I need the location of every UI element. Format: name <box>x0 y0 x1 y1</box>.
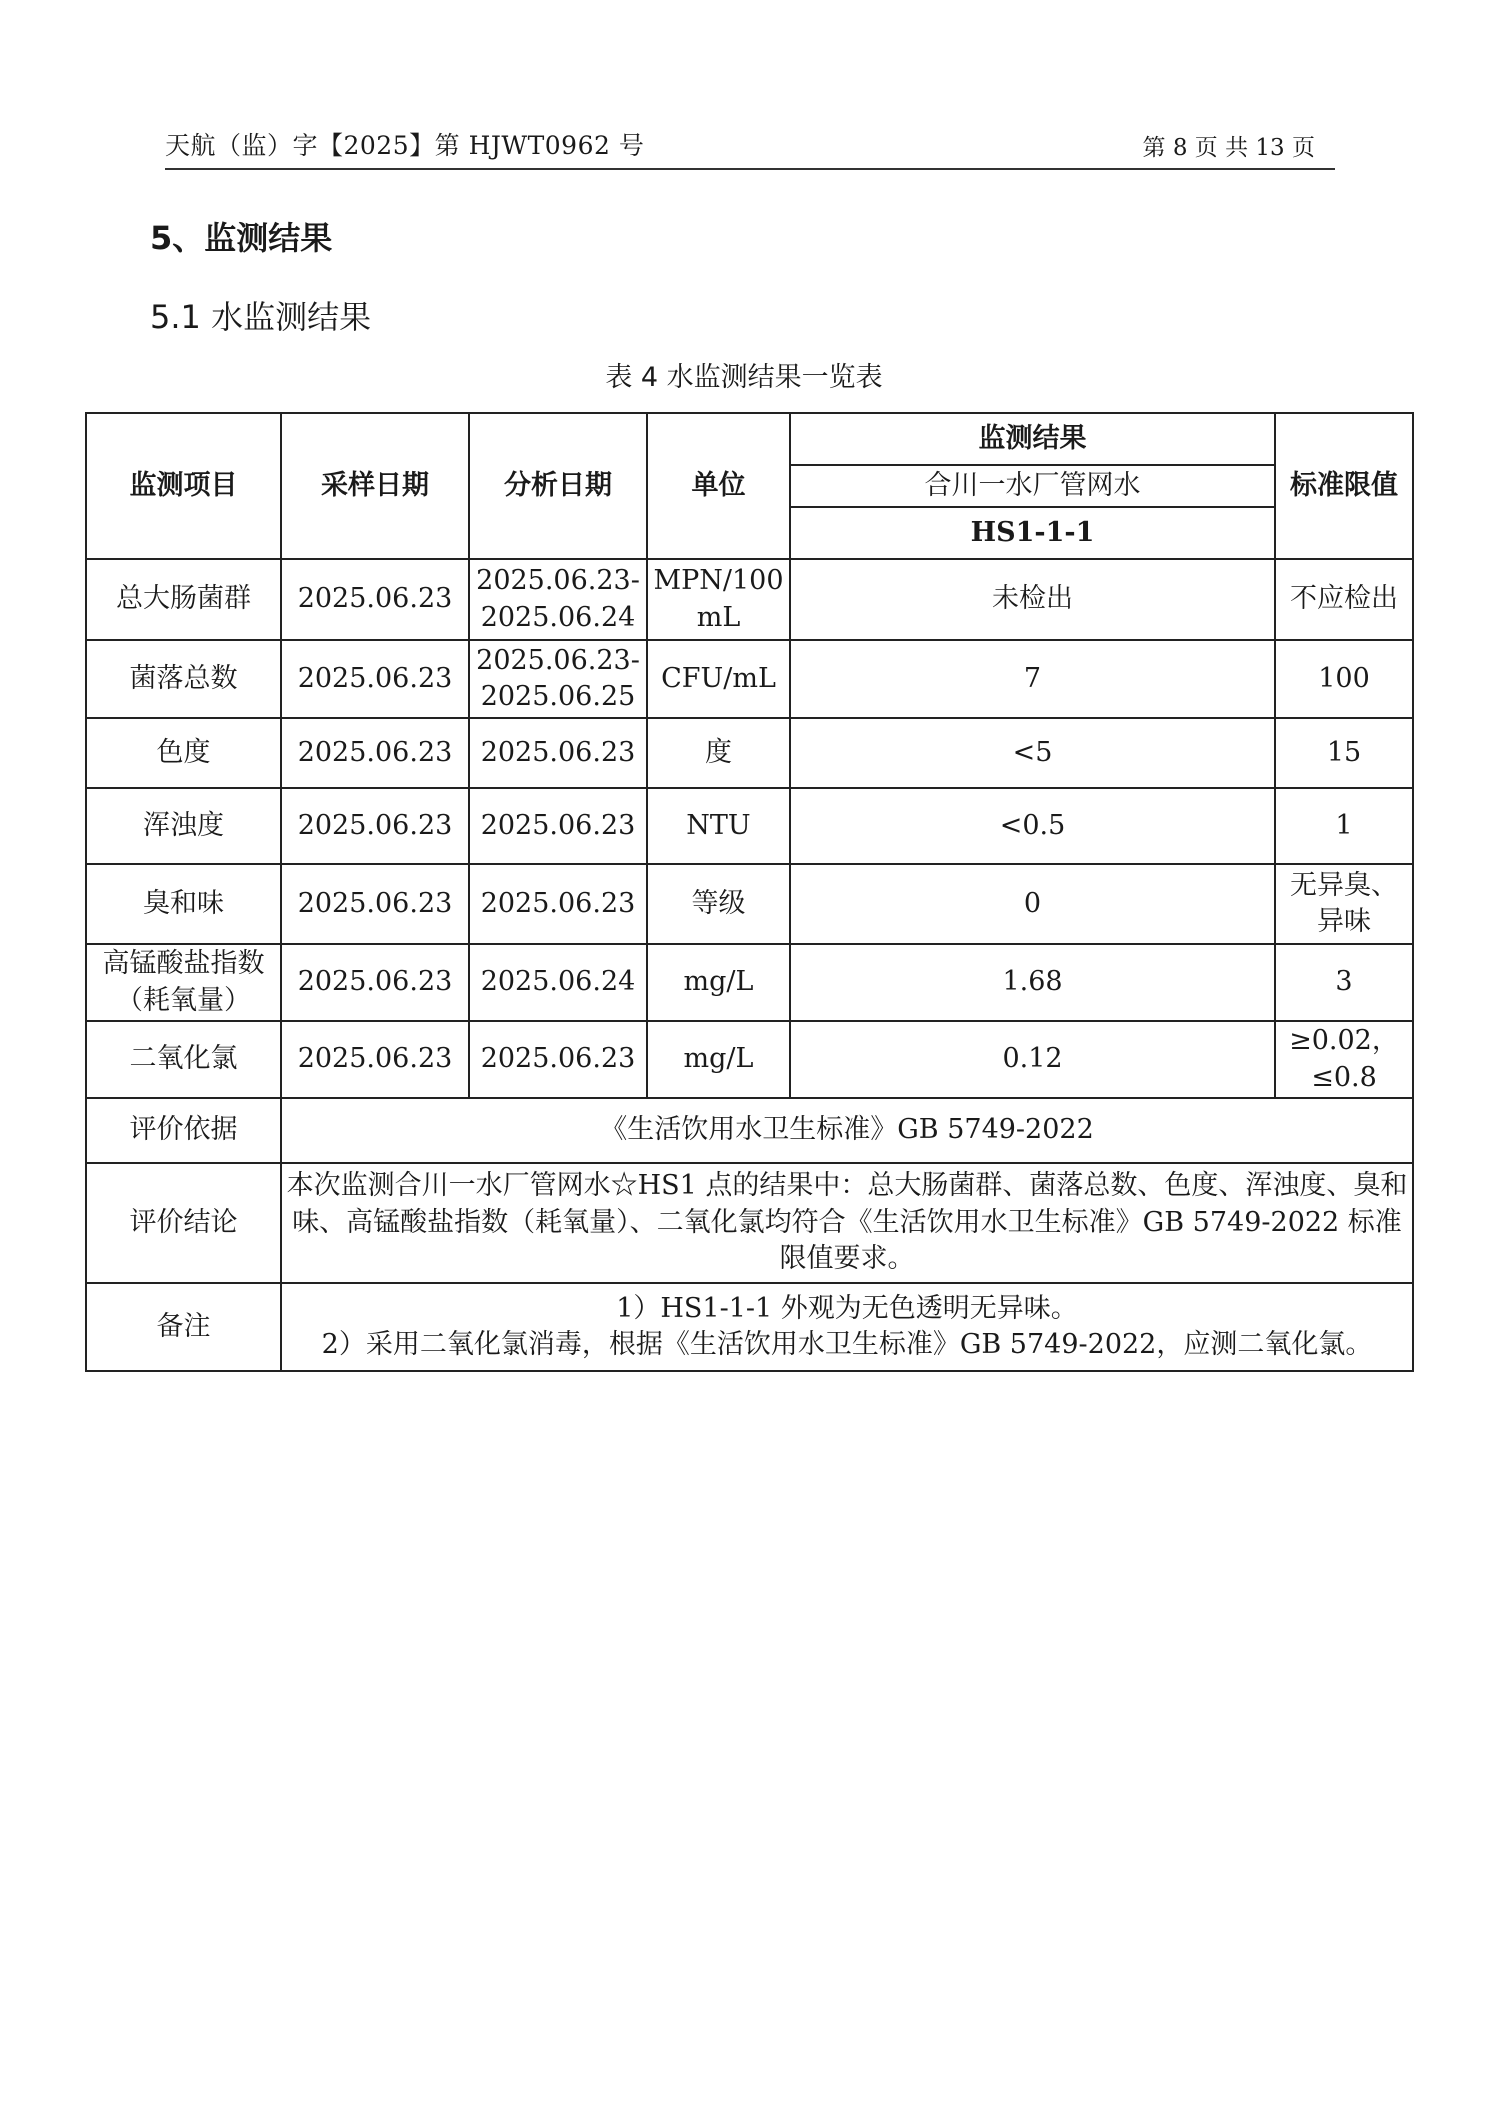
remarks-text <box>281 1283 1413 1371</box>
table-row <box>86 864 1413 944</box>
conclusion-row <box>86 1163 1413 1283</box>
cell-item: 高锰酸盐指数（耗氧量） <box>86 944 281 1021</box>
header-row <box>86 413 1413 465</box>
cell-sample-date: 2025.06.23 <box>281 944 469 1021</box>
cell-unit: NTU <box>647 788 790 864</box>
conclusion-text: 本次监测合川一水厂管网水☆HS1 点的结果中：总大肠菌群、菌落总数、色度、浑浊度、臭和味、高锰酸盐指数（耗氧量）、二氧化氯均符合《生活饮用水卫生标准》GB 5749-2022 标准限值要求。 <box>281 1163 1413 1283</box>
table-caption: 表 4 水监测结果一览表 <box>605 362 883 393</box>
cell-limit: 3 <box>1275 944 1413 1021</box>
conclusion-label: 评价结论 <box>86 1163 281 1283</box>
header-location: 合川一水厂管网水 <box>790 465 1275 507</box>
subsection-title: 5.1 水监测结果 <box>150 298 372 336</box>
cell-item: 二氧化氯 <box>86 1021 281 1098</box>
cell-limit: ≥0.02，≤0.8 <box>1275 1021 1413 1098</box>
cell-value: 0.12 <box>790 1021 1275 1098</box>
basis-label: 评价依据 <box>86 1098 281 1163</box>
page-header <box>165 118 1335 170</box>
table-row <box>86 559 1413 640</box>
cell-value: 未检出 <box>790 559 1275 640</box>
header-sample-date: 采样日期 <box>281 413 469 559</box>
cell-analysis-date: 2025.06.23 <box>469 1021 647 1098</box>
cell-analysis-date: 2025.06.24 <box>469 944 647 1021</box>
cell-unit: mg/L <box>647 944 790 1021</box>
header-analysis-date: 分析日期 <box>469 413 647 559</box>
water-monitoring-table <box>85 412 1414 1372</box>
cell-value: <5 <box>790 718 1275 788</box>
cell-limit: 100 <box>1275 640 1413 718</box>
cell-analysis-date: 2025.06.23-2025.06.25 <box>469 640 647 718</box>
header-limit: 标准限值 <box>1275 413 1413 559</box>
basis-text: 《生活饮用水卫生标准》GB 5749-2022 <box>281 1098 1413 1163</box>
remarks-label: 备注 <box>86 1283 281 1371</box>
cell-value: 7 <box>790 640 1275 718</box>
header-result: 监测结果 <box>790 413 1275 465</box>
table-row <box>86 1021 1413 1098</box>
header-item: 监测项目 <box>86 413 281 559</box>
cell-item: 色度 <box>86 718 281 788</box>
cell-sample-date: 2025.06.23 <box>281 640 469 718</box>
cell-analysis-date: 2025.06.23-2025.06.24 <box>469 559 647 640</box>
cell-item: 浑浊度 <box>86 788 281 864</box>
section-title: 5、监测结果 <box>150 219 333 257</box>
cell-unit: mg/L <box>647 1021 790 1098</box>
cell-analysis-date: 2025.06.23 <box>469 788 647 864</box>
cell-sample-date: 2025.06.23 <box>281 788 469 864</box>
document-number: 天航（监）字【2025】第 HJWT0962 号 <box>165 131 645 160</box>
cell-sample-date: 2025.06.23 <box>281 718 469 788</box>
cell-item: 菌落总数 <box>86 640 281 718</box>
cell-sample-date: 2025.06.23 <box>281 1021 469 1098</box>
remark-item: 1）HS1-1-1 外观为无色透明无异味。 <box>616 1292 1078 1324</box>
table-row <box>86 944 1413 1021</box>
page-indicator: 第 8 页 共 13 页 <box>1142 135 1315 161</box>
cell-limit: 无异臭、异味 <box>1275 864 1413 944</box>
cell-sample-date: 2025.06.23 <box>281 559 469 640</box>
table-row <box>86 640 1413 718</box>
cell-analysis-date: 2025.06.23 <box>469 718 647 788</box>
cell-unit: 度 <box>647 718 790 788</box>
table-row <box>86 788 1413 864</box>
table-row <box>86 718 1413 788</box>
cell-unit: 等级 <box>647 864 790 944</box>
cell-unit: MPN/100 mL <box>647 559 790 640</box>
remark-item: 2）采用二氧化氯消毒，根据《生活饮用水卫生标准》GB 5749-2022，应测二氧化氯。 <box>321 1329 1373 1360</box>
cell-unit: CFU/mL <box>647 640 790 718</box>
remarks-row <box>86 1283 1413 1371</box>
cell-item: 总大肠菌群 <box>86 559 281 640</box>
cell-value: <0.5 <box>790 788 1275 864</box>
cell-sample-date: 2025.06.23 <box>281 864 469 944</box>
cell-limit: 不应检出 <box>1275 559 1413 640</box>
cell-value: 1.68 <box>790 944 1275 1021</box>
cell-analysis-date: 2025.06.23 <box>469 864 647 944</box>
cell-item: 臭和味 <box>86 864 281 944</box>
cell-limit: 15 <box>1275 718 1413 788</box>
cell-limit: 1 <box>1275 788 1413 864</box>
basis-row <box>86 1098 1413 1163</box>
header-unit: 单位 <box>647 413 790 559</box>
header-sample-id: HS1-1-1 <box>790 507 1275 559</box>
cell-value: 0 <box>790 864 1275 944</box>
